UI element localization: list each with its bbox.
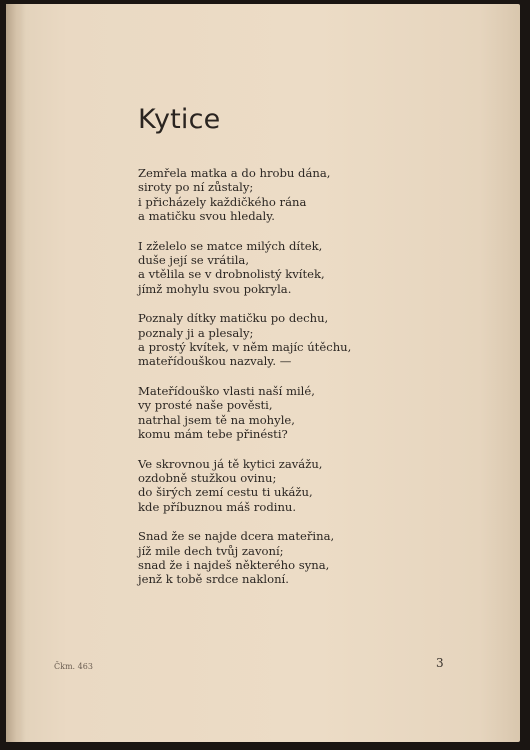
- poem-line: Snad že se najde dcera mateřina,: [138, 529, 335, 544]
- poem-line: snad že i najdeš některého syna,: [138, 557, 330, 572]
- stanza-6: [138, 529, 398, 587]
- poem-line: a matičku svou hledaly.: [138, 209, 275, 224]
- stanza-2: [138, 239, 398, 297]
- stanza-4: [138, 384, 398, 442]
- poem-body: [138, 166, 398, 602]
- stanza-3: [138, 311, 398, 369]
- poem-line: duše její se vrátila,: [138, 253, 250, 268]
- poem-line: poznaly ji a plesaly;: [138, 325, 254, 340]
- poem-line: Mateřídouško vlasti naší milé,: [138, 383, 315, 398]
- poem-line: Zemřela matka a do hrobu dána,: [138, 166, 331, 180]
- poem-line: Poznaly dítky matičku po dechu,: [138, 311, 329, 326]
- poem-line: a vtělila se v drobnolistý kvítek,: [138, 267, 325, 282]
- poem-line: Ve skrovnou já tě kytici zavážu,: [138, 456, 323, 471]
- poem-line: i přicházely každičkého rána: [138, 194, 307, 209]
- poem-line: jímž mohylu svou pokryla.: [138, 281, 292, 296]
- page: [6, 4, 520, 742]
- stanza-5: [138, 457, 398, 515]
- poem-line: a prostý kvítek, v něm majíc útěchu,: [138, 340, 352, 355]
- poem-line: komu mám tebe přinésti?: [138, 427, 288, 442]
- page-number: 3: [436, 656, 444, 670]
- stanza-1: [138, 166, 398, 224]
- poem-line: I zželelo se matce milých dítek,: [138, 238, 323, 253]
- poem-line: jíž mile dech tvůj zavoní;: [138, 543, 284, 558]
- poem-line: do širých zemí cestu ti ukážu,: [138, 485, 313, 500]
- poem-line: ozdobně stužkou ovinu;: [138, 470, 277, 485]
- poem-line: jenž k tobě srdce nakloní.: [138, 572, 289, 587]
- poem-line: kde příbuznou máš rodinu.: [138, 499, 297, 514]
- poem-line: mateřídouškou nazvaly. —: [138, 354, 292, 369]
- poem-title: Kytice: [138, 104, 221, 135]
- poem-line: siroty po ní zůstaly;: [138, 180, 254, 195]
- poem-line: vy prosté naše pověsti,: [138, 398, 273, 413]
- signature-mark: Čkm. 463: [54, 662, 93, 671]
- page-spine-shadow: [6, 4, 24, 742]
- poem-line: natrhal jsem tě na mohyle,: [138, 412, 295, 427]
